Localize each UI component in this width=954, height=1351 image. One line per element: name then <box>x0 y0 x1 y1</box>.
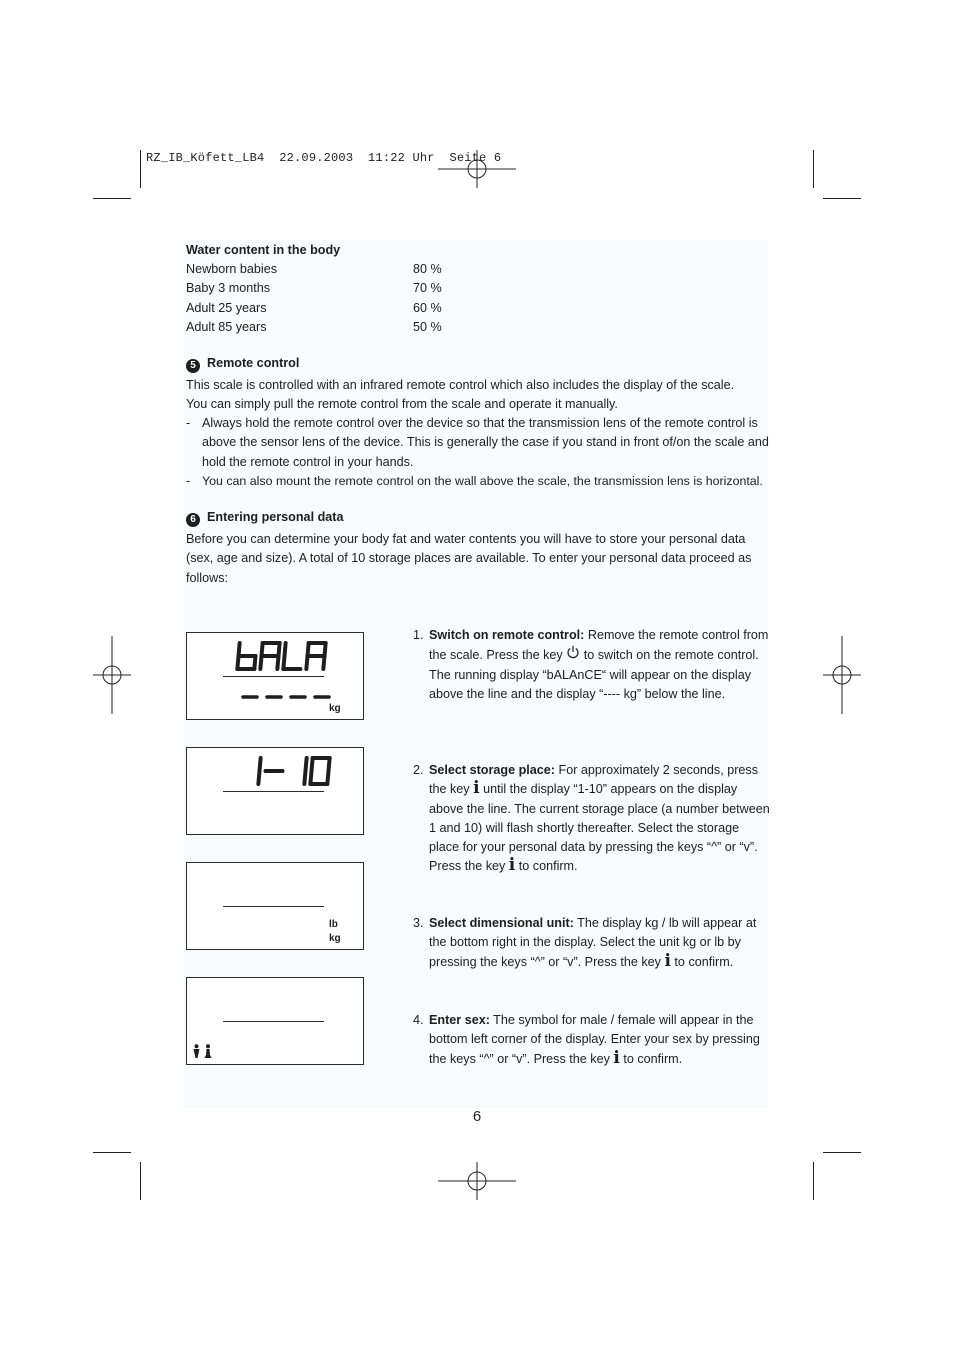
step-body <box>429 626 771 704</box>
personal-intro: Before you can determine your body fat and water contents you will have to store your personal data (sex, age and size). A total of 10 storage places are available. To enter your personal data proceed as follows: <box>186 532 752 585</box>
lcd-display-sex <box>186 977 364 1065</box>
section-number-badge: 6 <box>186 513 200 527</box>
water-row-value: 60 % <box>413 301 442 315</box>
lcd-divider-line <box>223 906 324 907</box>
bullet-text: Always hold the remote control over the device so that the transmission lens of the remote control is above the sensor lens of the device. This is generally the case if you stand in front of/on the scale and hold the remote control in your hands. <box>202 416 769 469</box>
water-row-label: Adult 85 years <box>186 320 267 334</box>
registration-mark-top <box>438 150 516 188</box>
water-row-value: 50 % <box>413 320 442 334</box>
lcd-divider-line <box>223 676 324 677</box>
crop-mark <box>140 1162 141 1200</box>
lcd-unit-kg: kg <box>329 703 341 714</box>
lcd-segment <box>285 643 286 656</box>
print-slug: RZ_IB_Köfett_LB4 22.09.2003 11:22 Uhr Seite 6 <box>146 151 502 165</box>
info-key-icon: i <box>664 950 671 971</box>
step-title: Switch on remote control: <box>429 628 585 642</box>
section-title: Remote control <box>207 356 300 370</box>
water-row-label: Baby 3 months <box>186 281 271 295</box>
crop-mark <box>813 150 814 188</box>
crop-mark <box>823 1152 861 1153</box>
step-number: 2. <box>413 763 424 777</box>
remote-intro-line1: This scale is controlled with an infrared remote control which also includes the display of the scale. <box>186 378 735 392</box>
water-row <box>186 279 486 298</box>
bullet-dash: - <box>186 474 191 488</box>
bullet-dash: - <box>186 416 191 430</box>
water-row-label: Newborn babies <box>186 262 278 276</box>
water-row-value: 80 % <box>413 262 442 276</box>
lcd-segment <box>304 771 305 784</box>
step-text: to confirm. <box>515 859 578 874</box>
bullet-item <box>186 472 770 492</box>
water-row <box>186 318 486 337</box>
water-row-value: 70 % <box>413 281 442 295</box>
step-number: 3. <box>413 916 424 930</box>
step-text: until the display “1-10” appears on the display above the line. The current storage place (a number between 1 and 10) will flash shortly thereafter. Select the storage place for your personal data by pressing the keys “^” or “v”. Press the key <box>429 782 770 874</box>
registration-mark-left <box>93 636 131 714</box>
lcd-top-digits <box>233 639 329 681</box>
registration-mark-bottom <box>438 1162 516 1200</box>
crop-mark <box>93 198 131 199</box>
step-body <box>429 761 771 877</box>
step-text: to switch on the remote control. The running display “bALAnCE“ will appear on the display above the line and the display “---- kg” below the line. <box>429 648 759 701</box>
step-title: Select dimensional unit: <box>429 916 574 930</box>
section-title: Entering personal data <box>207 510 344 524</box>
lcd-display-balance <box>186 632 364 720</box>
crop-mark <box>140 150 141 188</box>
bullet-text: You can also mount the remote control on the wall above the scale, the transmission lens is horizontal. <box>202 474 763 488</box>
page-number: 6 <box>472 1108 482 1125</box>
power-icon <box>566 645 580 660</box>
crop-mark <box>813 1162 814 1200</box>
crop-mark <box>823 198 861 199</box>
lcd-segment <box>258 771 259 784</box>
step-number: 1. <box>413 628 424 642</box>
step-text: to confirm. <box>619 1051 683 1066</box>
lcd-divider-line <box>223 1021 324 1022</box>
water-row <box>186 260 486 279</box>
section-heading-remote-control <box>186 356 299 373</box>
step-title: Select storage place: <box>429 763 555 777</box>
step-title: Enter sex: <box>429 1013 490 1027</box>
lcd-bottom-digits <box>238 680 338 716</box>
water-row-label: Adult 25 years <box>186 301 267 315</box>
lcd-top-digits <box>237 754 333 796</box>
water-table-title: Water content in the body <box>186 243 341 257</box>
step-text: The display kg / lb will appear at the bottom right in the display. Select the unit kg or lb by pressing the keys “^” or “v”. Press the key <box>429 916 757 969</box>
water-row <box>186 299 486 318</box>
info-key-icon: i <box>508 855 516 876</box>
info-key-icon: i <box>613 1047 620 1068</box>
step-text: to confirm. <box>670 954 734 969</box>
step-text: For approximately 2 seconds, press the key <box>429 763 758 797</box>
section-heading-personal-data <box>186 510 343 527</box>
section-number-badge: 5 <box>186 359 200 373</box>
step-text: The symbol for male / female will appear in the bottom left corner of the display. Enter your sex by pressing the keys “^” or “v”. Press the key <box>429 1013 760 1066</box>
male-female-icon <box>192 1044 214 1059</box>
registration-mark-right <box>823 636 861 714</box>
step-text: Remove the remote control from the scale. Press the key <box>429 628 769 663</box>
crop-mark <box>93 1152 131 1153</box>
remote-intro-line2: You can simply pull the remote control from the scale and operate it manually. <box>186 397 618 411</box>
bullet-item <box>186 414 770 472</box>
lcd-display-storage-place <box>186 747 364 835</box>
step-number: 4. <box>413 1013 424 1027</box>
lcd-unit-lb: lb <box>329 919 338 930</box>
step-body <box>429 914 771 972</box>
lcd-display-unit <box>186 862 364 950</box>
lcd-divider-line <box>223 791 324 792</box>
lcd-segment <box>312 758 313 771</box>
info-key-icon: i <box>473 778 480 799</box>
step-body <box>429 1011 771 1069</box>
lcd-unit-kg: kg <box>329 933 341 944</box>
